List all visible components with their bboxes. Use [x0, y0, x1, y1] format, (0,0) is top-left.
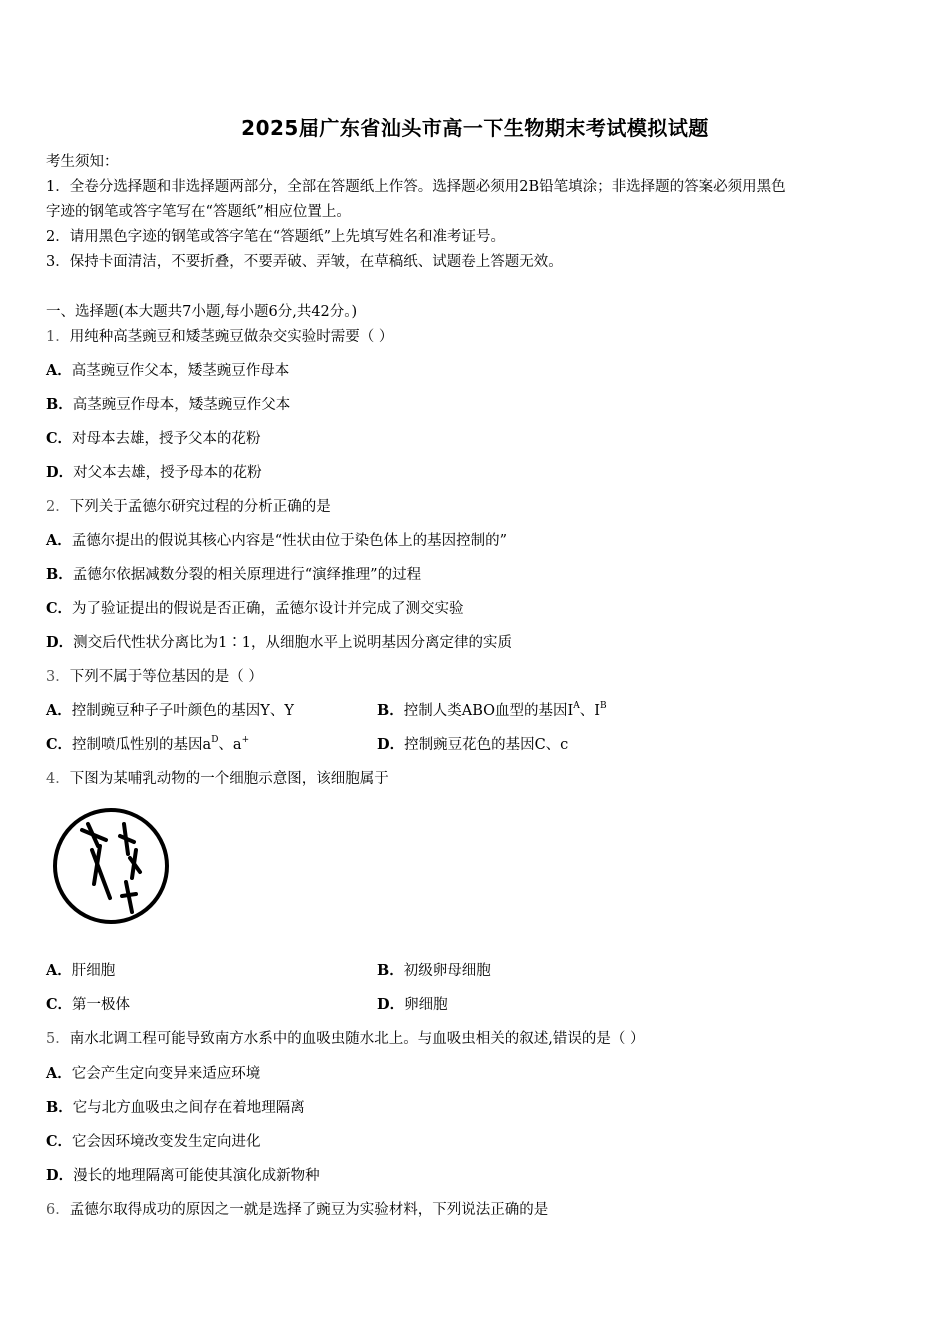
option-letter: C．: [46, 1133, 73, 1150]
question-5: [46, 1029, 644, 1049]
option-letter: D．: [46, 1167, 74, 1184]
q3-option-d: [377, 735, 568, 755]
q4-option-b: [377, 961, 491, 981]
q3-option-b: [377, 701, 607, 721]
option-letter: A．: [46, 962, 72, 979]
option-text: 肝细胞: [71, 963, 116, 979]
question-6: [46, 1200, 548, 1220]
option-text: 控制豌豆种子子叶颜色的基因Y、Y: [71, 703, 294, 719]
cell-diagram: [48, 806, 174, 928]
q5-option-b: [46, 1098, 305, 1118]
question-number: 4．: [46, 771, 70, 787]
q3-option-a: [46, 701, 294, 721]
q5-option-d: [46, 1166, 320, 1186]
q2-option-b: [46, 565, 421, 585]
option-text: 控制人类ABO血型的基因$I^A$、$I^B$: [403, 701, 607, 719]
notice-item-2: 2．请用黑色字迹的钢笔或答字笔在“答题纸”上先填写姓名和准考证号。: [46, 229, 506, 245]
question-stem: 用纯种高茎豌豆和矮茎豌豆做杂交实验时需要（ ）: [69, 329, 394, 345]
question-number: 2．: [46, 499, 70, 515]
question-2: [46, 497, 331, 517]
option-letter: D．: [46, 634, 74, 651]
option-letter: C．: [46, 430, 73, 447]
chromosome: [122, 894, 136, 896]
question-1: [46, 327, 393, 347]
option-letter: C．: [46, 736, 73, 753]
option-text: 初级卵母细胞: [403, 963, 491, 979]
notice-item-1: 1．全卷分选择题和非选择题两部分，全部在答题纸上作答。选择题必须用2B铅笔填涂；非选择题的答案必须用黑色: [46, 179, 786, 195]
section-heading: 一、选择题(本大题共7小题,每小题6分,共42分。): [46, 304, 358, 320]
option-text: 孟德尔依据减数分裂的相关原理进行“演绎推理”的过程: [72, 567, 422, 583]
q3-option-c: [46, 735, 249, 755]
question-number: 6．: [46, 1202, 70, 1218]
option-letter: B．: [377, 962, 404, 979]
option-text: 它与北方血吸虫之间存在着地理隔离: [72, 1100, 305, 1116]
option-letter: C．: [46, 996, 73, 1013]
option-letter: D．: [377, 736, 405, 753]
option-letter: B．: [46, 566, 73, 583]
question-number: 3．: [46, 669, 70, 685]
notice-heading: 考生须知：: [46, 154, 119, 170]
option-letter: A．: [46, 532, 72, 549]
question-stem: 下列关于孟德尔研究过程的分析正确的是: [69, 499, 331, 515]
option-letter: A．: [46, 702, 72, 719]
option-letter: A．: [46, 1065, 72, 1082]
q5-option-a: [46, 1064, 260, 1084]
option-letter: B．: [46, 396, 73, 413]
question-stem: 下列不属于等位基因的是（ ）: [69, 669, 263, 685]
option-letter: B．: [377, 702, 404, 719]
notice-item-3: 3．保持卡面清洁，不要折叠，不要弄破、弄皱，在草稿纸、试题卷上答题无效。: [46, 254, 563, 270]
option-text: 它会产生定向变异来适应环境: [71, 1066, 261, 1082]
q2-option-d: [46, 633, 512, 653]
q2-option-c: [46, 599, 464, 619]
q4-option-d: [377, 995, 448, 1015]
option-text: 控制豌豆花色的基因C、c: [404, 737, 569, 753]
option-text: 它会因环境改变发生定向进化: [72, 1134, 261, 1150]
question-stem: 南水北调工程可能导致南方水系中的血吸虫随水北上。与血吸虫相关的叙述,错误的是（ ）: [69, 1031, 645, 1047]
question-number: 1．: [46, 329, 70, 345]
q5-option-c: [46, 1132, 261, 1152]
page-title: 2025届广东省汕头市高一下生物期末考试模拟试题: [241, 116, 709, 140]
question-stem: 下图为某哺乳动物的一个细胞示意图，该细胞属于: [69, 771, 389, 787]
option-text: 第一极体: [72, 997, 131, 1013]
q2-option-a: [46, 531, 507, 551]
q1-option-d: [46, 463, 262, 483]
question-4: [46, 769, 389, 789]
option-text: 卵细胞: [404, 997, 448, 1013]
option-text: 测交后代性状分离比为1∶1，从细胞水平上说明基因分离定律的实质: [73, 635, 513, 651]
option-text: 为了验证提出的假说是否正确，孟德尔设计并完成了测交实验: [72, 601, 464, 617]
option-text: 对父本去雄，授予母本的花粉: [73, 465, 262, 481]
q1-option-a: [46, 361, 289, 381]
option-letter: D．: [46, 464, 74, 481]
option-letter: A．: [46, 362, 72, 379]
option-text: 高茎豌豆作母本，矮茎豌豆作父本: [72, 397, 291, 413]
option-text: 孟德尔提出的假说其核心内容是“性状由位于染色体上的基因控制的”: [71, 533, 508, 549]
q4-option-a: [46, 961, 115, 981]
question-3: [46, 667, 263, 687]
q1-option-b: [46, 395, 290, 415]
option-text: 控制喷瓜性别的基因$a^D$、a+: [72, 735, 250, 753]
option-text: 漫长的地理隔离可能使其演化成新物种: [73, 1168, 320, 1184]
option-text: 对母本去雄，授予父本的花粉: [72, 431, 261, 447]
option-letter: C．: [46, 600, 73, 617]
option-letter: D．: [377, 996, 405, 1013]
option-text: 高茎豌豆作父本，矮茎豌豆作母本: [71, 363, 290, 379]
q4-option-c: [46, 995, 130, 1015]
chromosome: [120, 836, 134, 842]
q1-option-c: [46, 429, 261, 449]
chromosomes: [82, 824, 140, 912]
option-letter: B．: [46, 1099, 73, 1116]
question-number: 5．: [46, 1031, 70, 1047]
cell-membrane: [55, 810, 167, 922]
question-stem: 孟德尔取得成功的原因之一就是选择了豌豆为实验材料，下列说法正确的是: [69, 1202, 549, 1218]
notice-item-1-cont: 字迹的钢笔或答字笔写在“答题纸”相应位置上。: [46, 204, 351, 220]
